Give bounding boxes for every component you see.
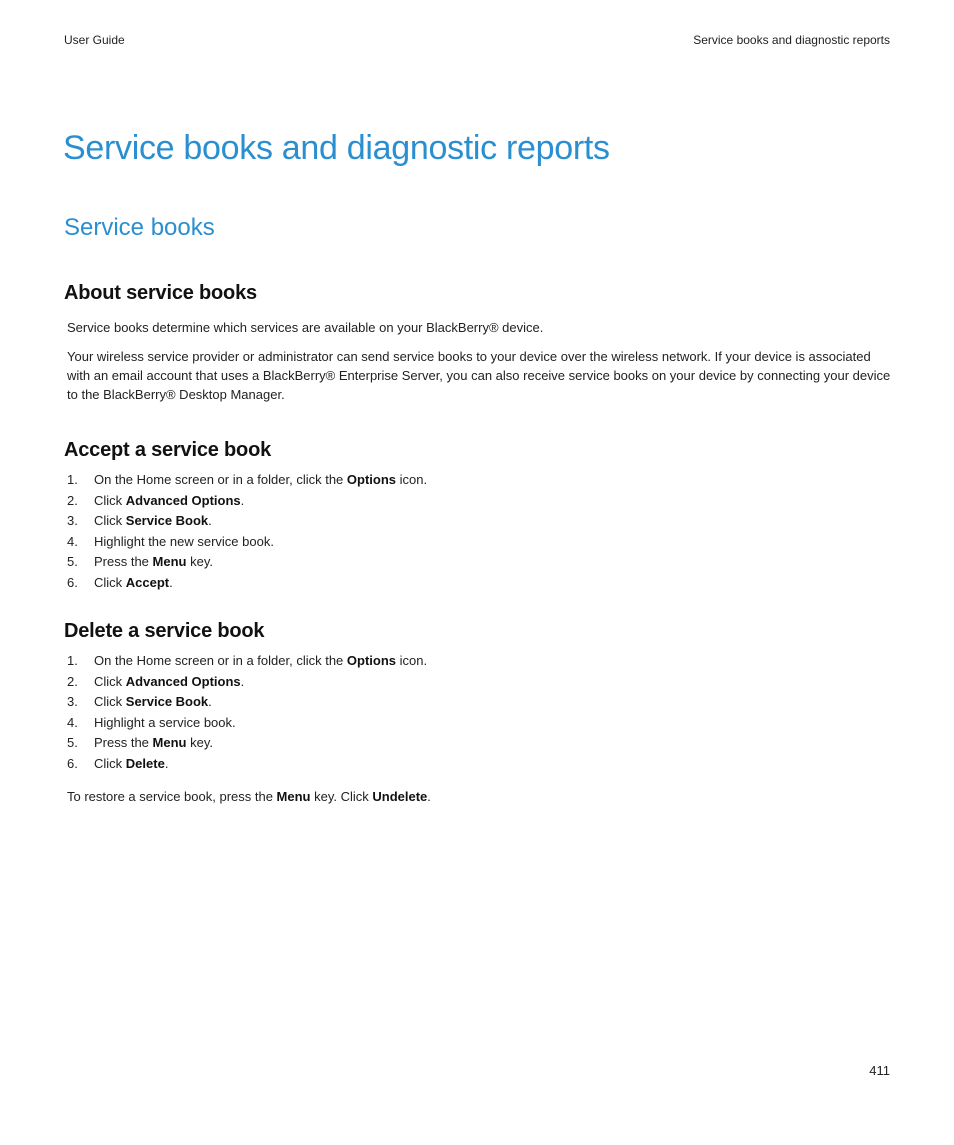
step-number: 5. (67, 554, 78, 570)
step-text-end: icon. (396, 472, 428, 487)
step-number: 3. (67, 513, 78, 529)
list-item (67, 511, 427, 532)
step-bold-term: Menu (152, 554, 187, 570)
step-text: On the Home screen or in a folder, click the (94, 653, 347, 668)
step-text: Press the (94, 735, 153, 751)
delete-heading: Delete a service book (64, 620, 265, 642)
running-header-right: Service books and diagnostic reports (693, 33, 890, 47)
step-text-end: . (164, 755, 169, 771)
list-item (67, 491, 427, 512)
step-bold-term: Accept (125, 574, 170, 590)
about-paragraph-1: Service books determine which services are available on your BlackBerry® device. (67, 320, 544, 335)
step-bold-term: Advanced Options (125, 673, 241, 689)
about-heading: About service books (64, 282, 257, 304)
step-text-end: . (208, 513, 212, 529)
list-item (67, 692, 427, 713)
list-item (67, 713, 427, 734)
restore-note (67, 787, 895, 806)
step-number: 4. (67, 714, 78, 730)
list-item (67, 672, 427, 693)
step-text: Click (94, 513, 126, 529)
step-number: 3. (67, 694, 78, 710)
step-text: Highlight a service book. (94, 714, 236, 730)
step-bold-term: Service Book (125, 513, 209, 529)
step-text: Press the (94, 554, 153, 570)
step-bold-term: Delete (125, 755, 165, 771)
list-item (67, 470, 427, 491)
section-title: Service books (64, 214, 215, 241)
step-text: Click (94, 492, 126, 508)
step-text: Click (94, 673, 126, 689)
step-number: 5. (67, 735, 78, 751)
step-text-end: . (240, 673, 245, 689)
page-number: 411 (869, 1063, 890, 1078)
step-number: 1. (67, 472, 78, 487)
step-text: Click (94, 755, 126, 771)
step-text-end: . (240, 492, 245, 508)
step-number: 2. (67, 492, 78, 508)
restore-note-undelete-term: Undelete (372, 789, 428, 804)
step-number: 2. (67, 673, 78, 689)
step-text-end: key. (186, 735, 213, 751)
list-item (67, 552, 427, 573)
list-item (67, 733, 427, 754)
step-number: 6. (67, 755, 78, 771)
step-number: 6. (67, 574, 78, 590)
page-title: Service books and diagnostic reports (63, 129, 610, 167)
step-text-end: . (169, 574, 173, 590)
step-text: Click (94, 694, 126, 710)
list-item (67, 532, 427, 553)
about-paragraph-2: Your wireless service provider or administrator can send service books to your device over the wireless network. If your device is associated with an email account that uses a BlackBerry® Enterprise Server, you can also receive service books on your device by connecting your device to the BlackBerry® Desktop Manager. (67, 349, 891, 402)
step-bold-term: Service Book (125, 694, 209, 710)
delete-steps-list (67, 651, 427, 775)
step-number: 1. (67, 653, 78, 668)
step-text: On the Home screen or in a folder, click the (94, 472, 347, 487)
step-bold-term: Options (346, 653, 397, 668)
step-text: Highlight the new service book. (94, 533, 274, 549)
step-bold-term: Options (346, 472, 397, 487)
restore-note-text: . (427, 789, 431, 804)
list-item (67, 651, 427, 672)
accept-steps-list (67, 470, 427, 594)
restore-note-text: key. Click (310, 789, 373, 804)
restore-note-text: To restore a service book, press the (67, 789, 277, 804)
restore-note-menu-term: Menu (276, 789, 311, 804)
step-bold-term: Advanced Options (125, 492, 241, 508)
step-number: 4. (67, 533, 78, 549)
step-text-end: key. (186, 554, 213, 570)
step-text-end: icon. (396, 653, 428, 668)
running-header-left: User Guide (64, 33, 125, 47)
step-text-end: . (208, 694, 212, 710)
step-bold-term: Menu (152, 735, 187, 751)
list-item (67, 573, 427, 594)
list-item (67, 754, 427, 775)
accept-heading: Accept a service book (64, 439, 272, 461)
step-text: Click (94, 574, 126, 590)
